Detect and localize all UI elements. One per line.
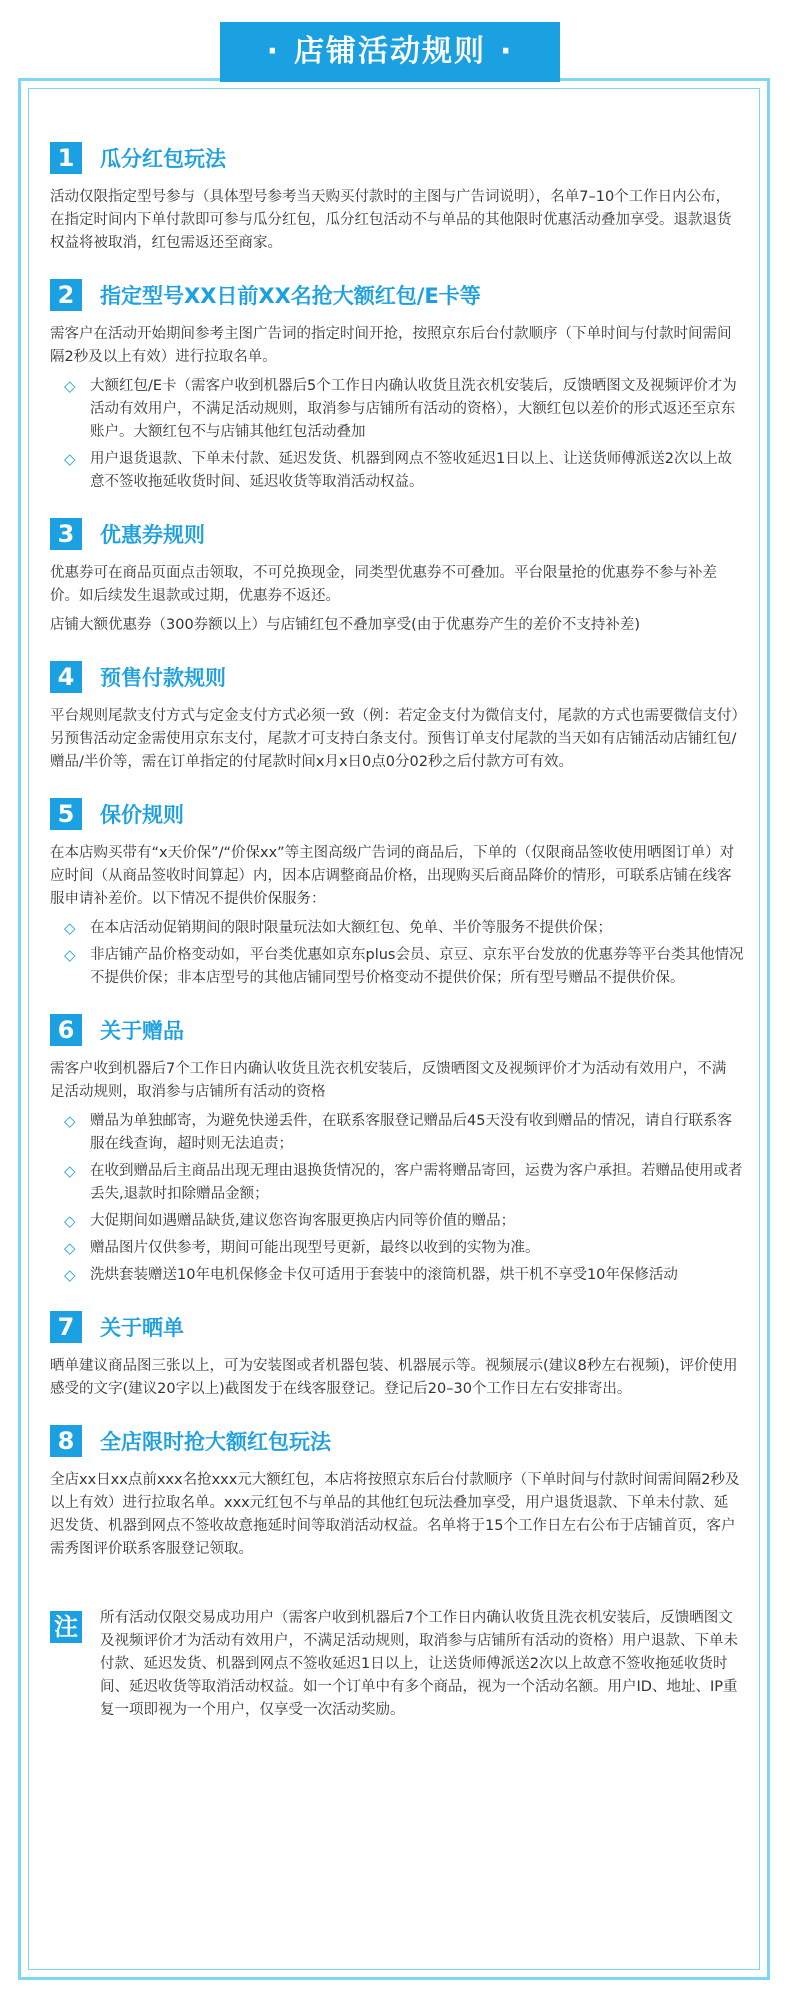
rule-section-1 <box>50 140 770 255</box>
diamond-bullet-icon: ◇ <box>64 450 76 468</box>
diamond-bullet-icon: ◇ <box>64 1162 76 1180</box>
section-number-badge: 8 <box>50 1425 82 1457</box>
diamond-bullet-icon: ◇ <box>64 1266 76 1284</box>
section-paragraph: 平台规则尾款支付方式与定金支付方式必须一致（例：若定金支付为微信支付，尾款的方式也需要微信支付）另预售活动定金需使用京东支付，尾款才可支持白条支付。预售订单支付尾款的当天如有店铺活动店铺红包/赠品/半价等，需在订单指定的付尾款时间x月x日0点0分02秒之后付款方可有效。 <box>50 708 739 770</box>
bullet-item <box>64 448 744 494</box>
bullet-text: 在本店活动促销期间的限时限量玩法如大额红包、免单、半价等服务不提供价保； <box>90 920 612 936</box>
section-number-badge: 7 <box>50 1311 82 1343</box>
title-dot-right: · <box>500 34 514 69</box>
rule-section-4 <box>50 659 770 774</box>
bullet-item <box>64 1210 744 1233</box>
title-text: 店铺活动规则 <box>294 34 486 69</box>
diamond-bullet-icon: ◇ <box>64 919 76 937</box>
bullet-item <box>64 1110 744 1156</box>
section-number-badge: 1 <box>50 142 82 174</box>
section-title: 全店限时抢大额红包玩法 <box>100 1430 331 1454</box>
section-title: 预售付款规则 <box>100 666 226 690</box>
diamond-bullet-icon: ◇ <box>64 946 76 964</box>
section-paragraph: 需客户在活动开始期间参考主图广告词的指定时间开抢，按照京东后台付款顺序（下单时间与付款时间需间隔2秒及以上有效）进行拉取名单。 <box>50 326 732 365</box>
rules-content <box>50 140 770 1728</box>
diamond-bullet-icon: ◇ <box>64 1239 76 1257</box>
section-number-badge: 2 <box>50 279 82 311</box>
section-paragraph: 优惠券可在商品页面点击领取，不可兑换现金，同类型优惠券不可叠加。平台限量抢的优惠券不参与补差价。如后续发生退款或过期，优惠券不返还。 <box>50 565 717 604</box>
section-header <box>50 1012 770 1048</box>
bullet-text: 用户退货退款、下单未付款、延迟发货、机器到网点不签收延迟1日以上、让送货师傅派送2次以上故意不签收拖延收货时间、延迟收货等取消活动权益。 <box>90 451 732 490</box>
section-header <box>50 140 770 176</box>
section-paragraph: 晒单建议商品图三张以上，可为安装图或者机器包装、机器展示等。视频展示(建议8秒左右视频)，评价使用感受的文字(建议20字以上)截图发于在线客服登记。登记后20–30个工作日左右安排寄出。 <box>50 1358 738 1397</box>
page-title <box>220 22 560 82</box>
rule-section-7 <box>50 1309 770 1401</box>
bullet-item <box>64 1160 744 1206</box>
bullet-text: 非店铺产品价格变动如，平台类优惠如京东plus会员、京豆、京东平台发放的优惠券等平台类其他情况不提供价保；非本店型号的其他店铺同型号价格变动不提供价保；所有型号赠品不提供价保。 <box>90 947 744 986</box>
bullet-item <box>64 1264 744 1287</box>
section-header <box>50 516 770 552</box>
rule-section-3 <box>50 516 770 637</box>
diamond-bullet-icon: ◇ <box>64 377 76 395</box>
section-paragraph: 需客户收到机器后7个工作日内确认收货且洗衣机安装后，反馈晒图文及视频评价才为活动有效用户，不满足活动规则，取消参与店铺所有活动的资格 <box>50 1061 727 1100</box>
section-paragraph: 全店xx日xx点前xxx名抢xxx元大额红包，本店将按照京东后台付款顺序（下单时间与付款时间需间隔2秒及以上有效）进行拉取名单。xxx元红包不与单品的其他红包玩法叠加享受，用户退货退款、下单未付款、延迟发货、机器到网点不签收故意拖延时间等取消活动权益。名单将于15个工作日左右公布于店铺首页，客户需秀图评价联系客服登记领取。 <box>50 1472 740 1557</box>
section-title: 关于晒单 <box>100 1316 184 1340</box>
rule-section-6 <box>50 1012 770 1287</box>
section-number-badge: 5 <box>50 798 82 830</box>
diamond-bullet-icon: ◇ <box>64 1212 76 1230</box>
section-title: 关于赠品 <box>100 1019 184 1043</box>
section-header <box>50 659 770 695</box>
section-title: 优惠券规则 <box>100 523 205 547</box>
diamond-bullet-icon: ◇ <box>64 1112 76 1130</box>
section-header <box>50 277 770 313</box>
rule-section-5 <box>50 796 770 990</box>
bullet-item <box>64 917 744 940</box>
section-title: 瓜分红包玩法 <box>100 147 226 171</box>
section-paragraph: 在本店购买带有“x天价保”/“价保xx”等主图高级广告词的商品后，下单的（仅限商品签收使用晒图订单）对应时间（从商品签收时间算起）内，因本店调整商品价格，出现购买后商品降价的情形，可联系店铺在线客服申请补差价。以下情况不提供价保服务： <box>50 845 735 907</box>
bullet-text: 赠品图片仅供参考，期间可能出现型号更新，最终以收到的实物为准。 <box>90 1240 540 1256</box>
bullet-text: 在收到赠品后主商品出现无理由退换货情况的，客户需将赠品寄回，运费为客户承担。若赠品使用或者丢失,退款时扣除赠品金额； <box>90 1163 743 1202</box>
bullet-item <box>64 1237 744 1260</box>
section-paragraph: 活动仅限指定型号参与（具体型号参考当天购买付款时的主图与广告词说明），名单7–10个工作日内公布，在指定时间内下单付款即可参与瓜分红包，瓜分红包活动不与单品的其他限时优惠活动叠加享受。退款退货权益将被取消，红包需返还至商家。 <box>50 189 732 251</box>
rule-section-2 <box>50 277 770 494</box>
note-text: 所有活动仅限交易成功用户（需客户收到机器后7个工作日内确认收货且洗衣机安装后，反馈晒图文及视频评价才为活动有效用户，不满足活动规则，取消参与店铺所有活动的资格）用户退款、下单未付款、延迟发货、机器到网点不签收延迟1日以上，让送货师傅派送2次以上故意不签收拖延收货时间、延迟收货等取消活动权益。如一个订单中有多个商品，视为一个活动名额。用户ID、地址、IP重复一项即视为一个用户，仅享受一次活动奖励。 <box>100 1610 738 1718</box>
section-title: 保价规则 <box>100 803 184 827</box>
section-number-badge: 3 <box>50 518 82 550</box>
note-badge: 注 <box>50 1611 82 1643</box>
section-number-badge: 6 <box>50 1014 82 1046</box>
section-paragraph: 店铺大额优惠券（300券额以上）与店铺红包不叠加享受(由于优惠券产生的差价不支持补差) <box>50 617 640 633</box>
section-number-badge: 4 <box>50 661 82 693</box>
bullet-text: 大额红包/E卡（需客户收到机器后5个工作日内确认收货且洗衣机安装后，反馈晒图文及视频评价才为活动有效用户，不满足活动规则，取消参与店铺所有活动的资格），大额红包以差价的形式返还至京东账户。大额红包不与店铺其他红包活动叠加 <box>90 378 737 440</box>
title-dot-left: · <box>266 34 280 69</box>
rule-section-8 <box>50 1423 770 1561</box>
section-title: 指定型号XX日前XX名抢大额红包/E卡等 <box>100 284 481 308</box>
bullet-item <box>64 375 744 444</box>
section-header <box>50 1423 770 1459</box>
bullet-text: 赠品为单独邮寄，为避免快递丢件，在联系客服登记赠品后45天没有收到赠品的情况，请自行联系客服在线查询，超时则无法追责； <box>90 1113 732 1152</box>
note-section <box>50 1607 770 1728</box>
bullet-item <box>64 944 744 990</box>
bullet-text: 洗烘套装赠送10年电机保修金卡仅可适用于套装中的滚筒机器，烘干机不享受10年保修活动 <box>90 1267 678 1283</box>
bullet-text: 大促期间如遇赠品缺货,建议您咨询客服更换店内同等价值的赠品； <box>90 1213 516 1229</box>
section-header <box>50 1309 770 1345</box>
section-header <box>50 796 770 832</box>
